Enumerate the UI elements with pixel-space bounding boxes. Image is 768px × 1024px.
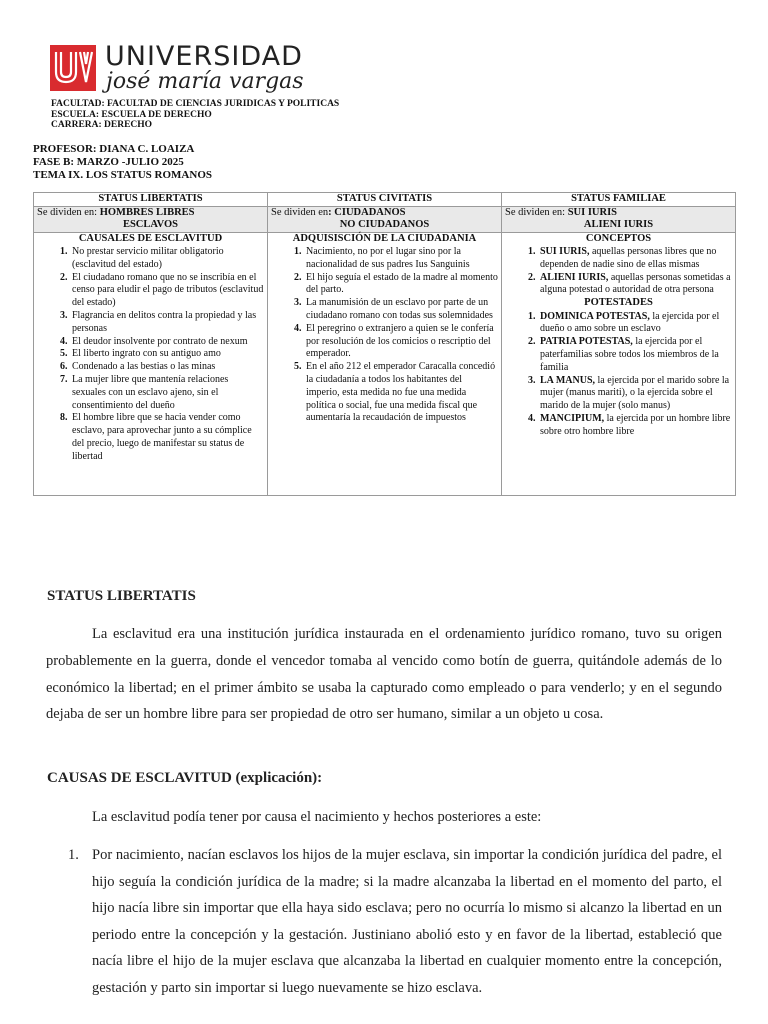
ciudadania-cell [268, 232, 502, 495]
list-item: 7. La mujer libre que mantenía relaciones sexuales con un esclavo ajeno, sin el consentimiento del dueño [70, 374, 264, 412]
section-heading: CAUSAS DE ESCLAVITUD (explicación): [47, 770, 323, 786]
division-libertatis [34, 206, 268, 232]
list-item: 8. El hombre libre que se hacia vender como esclavo, para aprovechar junto a su cómplice del precio, luego de manifestar su status de libertad [70, 412, 264, 463]
list-item: 5. El liberto ingrato con su antiguo amo [70, 348, 264, 361]
university-logo [50, 41, 304, 94]
division-second: NO CIUDADANOS [339, 219, 430, 230]
causales-cell [34, 232, 268, 495]
concept-text: aquellas personas libres que no dependen de nadie sino de ellas mismas [540, 246, 717, 270]
division-first: SUI IURIS [567, 206, 618, 218]
faculty-line: FACULTAD: FACULTAD DE CIENCIAS JURIDICAS Y POLITICAS [51, 99, 340, 109]
item-number: 1. [68, 847, 79, 863]
division-familiae [502, 206, 736, 232]
logo-university-text: UNIVERSIDAD [105, 41, 303, 72]
list-item: 5. En el año 212 el emperador Caracalla concedió la ciudadanía a todos los habitantes del imperio, esta medida no fue una medida política o social, fue una medida fiscal que aumentaría la recaudación de impuestos [304, 361, 498, 425]
division-civitatis [268, 206, 502, 232]
division-prefix: Se dividen en [271, 206, 329, 218]
conceptos-title: CONCEPTOS [585, 232, 652, 244]
division-second: ESCLAVOS [122, 219, 179, 230]
section-paragraph: La esclavitud era una institución jurídica instaurada en el ordenamiento jurídico romano, tuvo su origen probablemente en la guerra, donde el vencedor tomaba al vencido como botín de guerra, quitándole además de lo económico la libertad; en el primer ámbito se usaba la capturado como empleado o para venderlo; y en el segundo dejaba de ser un hombre libre para ser propiedad de otro ser humano, similar a un objeto u cosa. [46, 626, 722, 723]
list-item [538, 375, 732, 413]
potestad-term: LA MANUS, [540, 374, 596, 386]
list-item: 2. El ciudadano romano que no se inscribía en el censo para eludir el pago de tributos (esclavitud del estado) [70, 272, 264, 310]
potestad-text: la ejercida por el dueño o amo sobre un esclavo [540, 310, 720, 335]
potestades-title: POTESTADES [584, 297, 653, 309]
conceptos-cell [502, 232, 736, 495]
header-status-civitatis: STATUS CIVITATIS [268, 193, 502, 207]
ciudadania-list [271, 246, 498, 425]
professor-line: PROFESOR: DIANA C. LOAIZA [33, 143, 195, 155]
list-item: 3. La manumisión de un esclavo por parte de un ciudadano romano con todas sus solemnidades [304, 297, 498, 323]
causales-title: CAUSALES DE ESCLAVITUD [78, 232, 223, 244]
potestad-text: la ejercida por un hombre libre sobre otro hombre libre [540, 413, 731, 437]
ciudadania-title: ADQUISISCIÓN DE LA CIUDADANIA [292, 232, 477, 244]
header-status-familiae: STATUS FAMILIAE [502, 193, 736, 207]
division-first: : CIUDADANOS [328, 206, 406, 218]
table-body-row [34, 232, 736, 495]
school-line: ESCUELA: ESCUELA DE DERECHO [51, 109, 212, 120]
list-item: 4. El deudor insolvente por contrato de nexum [70, 336, 264, 349]
university-emblem-icon [50, 45, 96, 91]
header-status-libertatis: STATUS LIBERTATIS [34, 193, 268, 207]
division-second: ALIENI IURIS [583, 219, 654, 230]
logo-university-name: josé maría vargas [106, 69, 304, 94]
list-item: 2. El hijo seguía el estado de la madre al momento del parto. [304, 272, 498, 298]
list-item [538, 336, 732, 374]
section-intro: La esclavitud podía tener por causa el nacimiento y hechos posteriores a este: [92, 809, 542, 825]
section-heading: STATUS LIBERTATIS [47, 588, 196, 604]
division-first: HOMBRES LIBRES [99, 206, 195, 218]
list-item: 1. Nacimiento, no por el lugar sino por la nacionalidad de sus padres Ius Sanguinis [304, 246, 498, 272]
course-info [33, 143, 212, 182]
causales-list [37, 246, 264, 464]
numbered-item [46, 842, 722, 1001]
potestad-text: la ejercida por el paterfamilias sobre todos los miembros de la familia [540, 336, 719, 373]
list-item [538, 272, 732, 298]
potestad-term: DOMINICA POTESTAS, [540, 310, 650, 322]
concept-text: aquellas personas sometidas a alguna potestad o autoridad de otra persona [540, 271, 731, 296]
list-item [538, 246, 732, 272]
list-item [538, 311, 732, 337]
table-header-row [34, 193, 736, 207]
list-item [538, 413, 732, 439]
conceptos-list [505, 246, 732, 297]
career-line: CARRERA: DERECHO [51, 120, 153, 130]
potestades-list [505, 311, 732, 439]
faculty-info [51, 99, 339, 131]
phase-line: FASE B: MARZO -JULIO 2025 [33, 156, 184, 168]
topic-line: TEMA IX. LOS STATUS ROMANOS [33, 169, 212, 181]
concept-term: SUI IURIS, [540, 246, 590, 257]
division-prefix: Se dividen en: [37, 206, 98, 218]
potestad-text: la ejercida por el marido sobre la mujer (manus mariti), o la ejercida sobre el marido de la mujer (solo manus) [540, 374, 730, 412]
list-item: 6. Condenado a las bestias o las minas [70, 361, 264, 374]
concept-term: ALIENI IURIS, [540, 271, 609, 283]
list-item: 1. No prestar servicio militar obligatorio (esclavitud del estado) [70, 246, 264, 272]
potestad-term: MANCIPIUM, [540, 413, 605, 425]
list-item: 4. El peregrino o extranjero a quien se le confería por resolución de los comicios o rescriptio del emperador. [304, 323, 498, 361]
table-division-row [34, 206, 736, 232]
list-item: 3. Flagrancia en delitos contra la propiedad y las personas [70, 310, 264, 336]
division-prefix: Se dividen en: [505, 206, 566, 218]
item-text: Por nacimiento, nacían esclavos los hijos de la mujer esclava, sin importar la condición jurídica del padre, el hijo seguía la condición jurídica de la madre; si la madre alcanzaba la libertad en el momento del parto, el hijo nacía libre sin importar que ella haya sido esclava; pero no ocurría lo mismo si alcanzo la libertad en un periodo entre la concepción y la gestación. Justiniano abolió esto y en favor de la libertad, estableció que nacía libre el hijo de la mujer esclava que alcanzaba la libertad en cualquier momento entre la concepción, gestación y parto sin importar si luego nuevamente se hizo esclava. [92, 847, 722, 996]
potestad-term: PATRIA POTESTAS, [540, 336, 633, 348]
status-table [33, 192, 736, 496]
